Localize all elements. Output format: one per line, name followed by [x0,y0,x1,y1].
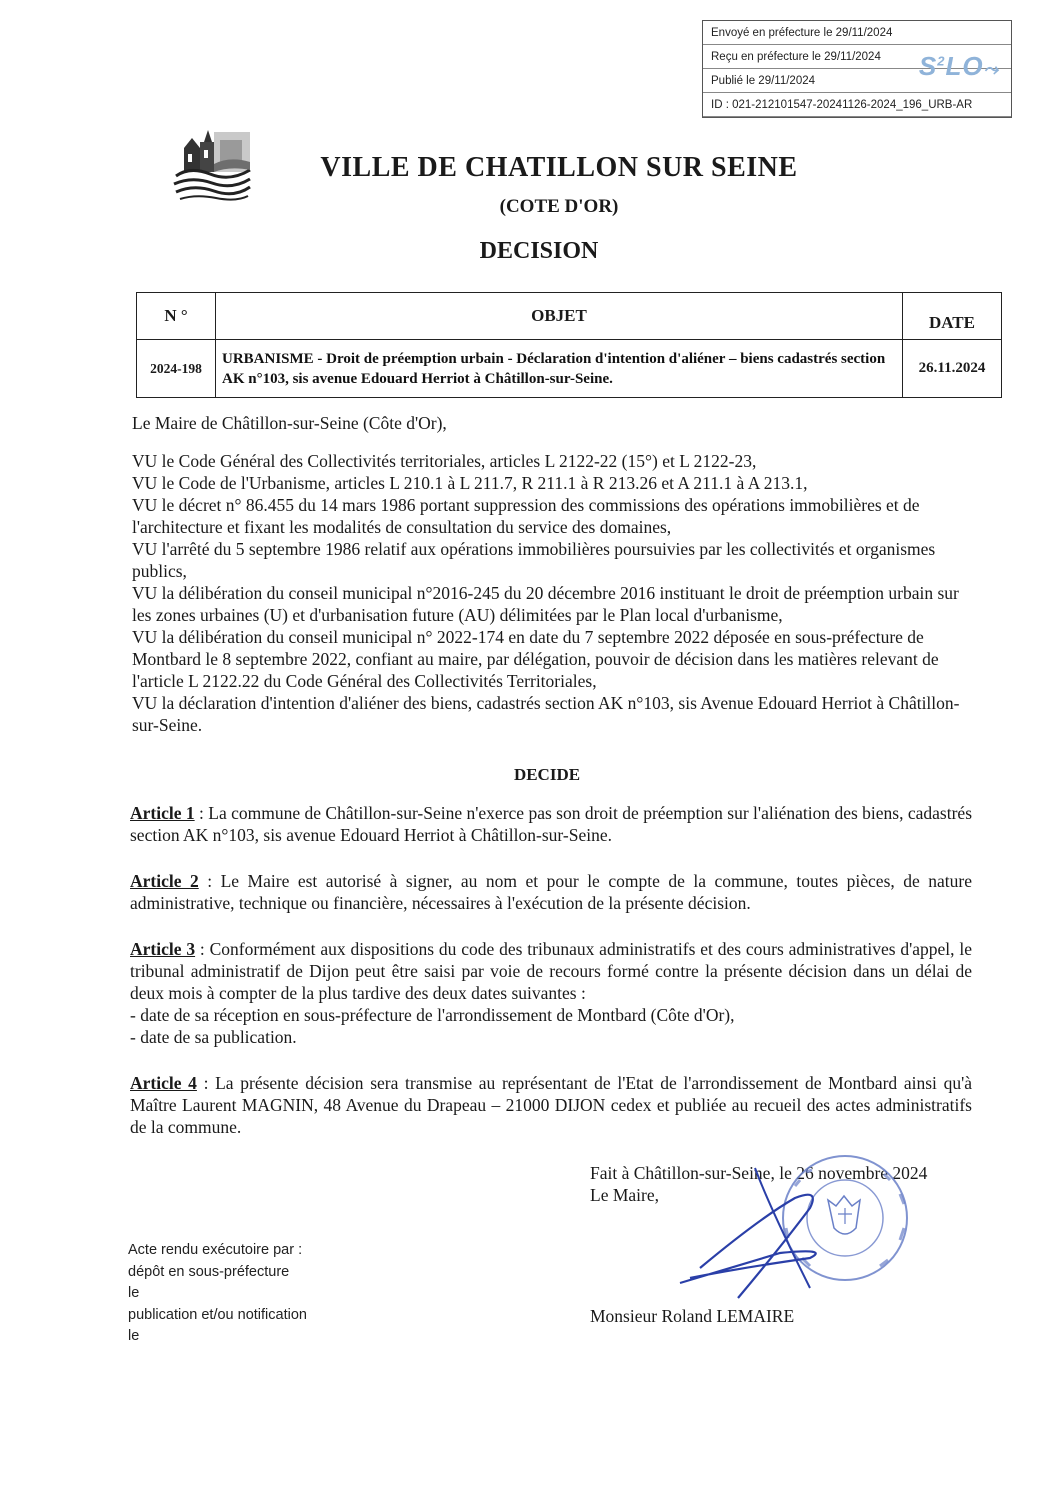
signature-place-date: Fait à Châtillon-sur-Seine, le 26 novembre 2024 [590,1163,928,1183]
article-4 [130,1072,972,1138]
article-1 [130,802,972,846]
visa-item: VU la délibération du conseil municipal n°2016-245 du 20 décembre 2016 instituant le droit de préemption urbain sur les zones urbaines (U) et d'urbanisation future (AU) délimitées par le Plan local d'urbanisme, [132,583,959,625]
signature-role: Le Maire, [590,1185,659,1205]
prefecture-stamp [702,20,1012,118]
exec-line: le [128,1328,140,1344]
stamp-id: ID : 021-212101547-20241126-2024_196_URB-AR [703,93,1011,117]
article-3-item: - date de sa réception en sous-préfecture de l'arrondissement de Montbard (Côte d'Or), [130,1005,735,1025]
exec-line: Acte rendu exécutoire par : [128,1242,303,1258]
exec-line: dépôt en sous-préfecture [128,1263,290,1280]
s2lo-logo: $S^2LO⤳$ [918,51,999,81]
city-title: VILLE DE CHATILLON SUR SEINE [320,152,798,183]
visa-item: VU l'arrêté du 5 septembre 1986 relatif aux opérations immobilières poursuivies par les collectivités et organismes publics, [132,539,936,581]
stamp-publie: Publié le 29/11/2024 [703,69,1011,93]
stamp-envoye: Envoyé en préfecture le 29/11/2024 [703,21,1011,45]
executory-note [128,1240,307,1348]
article-label: Article 2 [130,871,199,891]
article-3-item: - date de sa publication. [130,1027,297,1047]
col-objet-header: OBJET [216,293,903,340]
dept-subtitle: (COTE D'OR) [499,196,619,217]
stamp-recu: Reçu en préfecture le 29/11/2024 [703,45,1011,69]
article-label: Article 4 [130,1073,197,1093]
article-2 [130,870,972,914]
decision-object: URBANISME - Droit de préemption urbain - Déclaration d'intention d'aliéner – biens cadastrés section AK n°103, sis avenue Edouard Herriot à Châtillon-sur-Seine. [216,340,903,398]
article-text: : La présente décision sera transmise au représentant de l'Etat de l'arrondissement de Montbard ainsi qu'à Maître Laurent MAGNIN, 48 Avenue du Drapeau – 21000 DIJON cedex et publiée au recueil des actes administratifs de la commune. [130,1073,972,1137]
exec-line: publication et/ou notification [128,1306,307,1323]
document-type: DECISION [479,238,599,264]
article-text: : La commune de Châtillon-sur-Seine n'exerce pas son droit de préemption sur l'aliénation des biens, cadastrés section AK n°103, sis avenue Edouard Herriot à Châtillon-sur-Seine. [130,803,973,845]
col-date-header: DATE [903,293,1002,340]
article-3 [130,938,972,1048]
visa-item: VU la déclaration d'intention d'aliéner des biens, cadastrés section AK n°103, sis Avenue Edouard Herriot à Châtillon-sur-Seine. [132,693,960,735]
intro-line: Le Maire de Châtillon-sur-Seine (Côte d'Or), [132,413,447,433]
visas-block [132,450,974,736]
decide-heading: DECIDE [513,765,581,784]
article-label: Article 1 [130,803,195,823]
visa-item: VU le Code de l'Urbanisme, articles L 210.1 à L 211.7, R 211.1 à R 213.26 et A 211.1 à A 213.1, [132,473,808,493]
col-num-header: N ° [137,293,216,340]
mayor-signature-and-seal-icon [660,1148,920,1308]
article-label: Article 3 [130,939,196,959]
article-text: : Conformément aux dispositions du code des tribunaux administratifs et des cours administratives d'appel, le tribunal administratif de Dijon peut être saisi par voie de recours formé contre la présente décision dans un délai de deux mois à compter de la plus tardive des deux dates suivantes : [130,939,972,1003]
decision-number: 2024-198 [137,340,216,398]
visa-item: VU le décret n° 86.455 du 14 mars 1986 portant suppression des commissions des opérations immobilières et de l'architecture et fixant les modalités de consultation du service des domaines, [132,495,920,537]
decision-table [136,292,1002,398]
visa-item: VU le Code Général des Collectivités territoriales, articles L 2122-22 (15°) et L 2122-23, [132,451,757,471]
signatory-name: Monsieur Roland LEMAIRE [590,1306,795,1326]
visa-item: VU la délibération du conseil municipal n° 2022-174 en date du 7 septembre 2022 déposée en sous-préfecture de Montbard le 8 septembre 2022, confiant au maire, par délégation, pouvoir de décision dans les matières relevant de l'article L 2122.22 du Code Général des Collectivités Territoriales, [132,627,939,691]
exec-line: le [128,1285,140,1301]
article-text: : Le Maire est autorisé à signer, au nom et pour le compte de la commune, toutes pièces, de nature administrative, technique ou financière, nécessaires à l'exécution de la présente décision. [130,871,972,913]
decision-date: 26.11.2024 [903,340,1002,398]
